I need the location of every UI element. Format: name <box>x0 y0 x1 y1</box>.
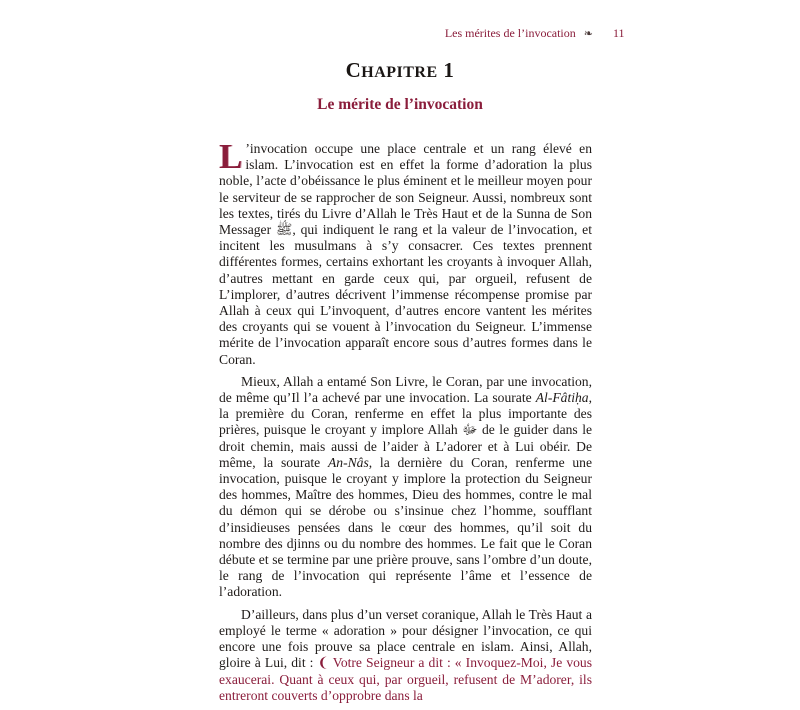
paragraph-2: Mieux, Allah a entamé Son Livre, le Coran, par une invocation, de même qu’Il l’a achevé par une invocation. La sourate Al-Fâtiḥa, la première du Coran, renferme en effet la plus importante des prières, puisque le croyant y implore Allah ﷻ de le guider dans le droit chemin, mais aussi de l’aider à L’adorer et à Lui obéir. De même, la sourate An-Nâs, la dernière du Coran, renferme une invocation, puisque le croyant y implore la protection du Seigneur des hommes, Maître des hommes, Dieu des hommes, contre le mal du démon qui se dérobe ou s’insinue chez l’homme, soufflant d’insidieuses pensées dans le cœur des hommes, qu’il soit du nombre des djinns ou du nombre des hommes. Le fait que le Coran débute et se termine par une prière prouve, sans l’ombre d’un doute, le rang de l’invocation qui représente l’âme et l’essence de l’adoration. <box>219 373 592 600</box>
quran-quote: ❨ Votre Seigneur a dit : « Invoquez-Moi, Je vous exaucerai. Quant à ceux qui, par orgueil, refusent de M’adorer, ils entreront couverts d’opprobre dans la <box>219 655 592 703</box>
page-number: 11 <box>613 26 625 40</box>
chapter-label: CHAPITRE 1 <box>345 58 455 82</box>
chapter-title: Le mérite de l’invocation <box>317 96 483 113</box>
drop-cap: L <box>219 137 243 176</box>
body-text <box>219 137 592 710</box>
paragraph-3: D’ailleurs, dans plus d’un verset coranique, Allah le Très Haut a employé le terme « adoration » pour désigner l’invocation, ce qui encore une fois prouve sa place centrale en islam. Ainsi, Allah, gloire à Lui, dit : ❨ Votre Seigneur a dit : « Invoquez-Moi, Je vous exaucerai. Quant à ceux qui, par orgueil, refusent de M’adorer, ils entreront couverts d’opprobre dans la <box>219 606 592 703</box>
paragraph-1: L ’invocation occupe une place centrale et un rang élevé en islam. L’invocation est en effet la forme d’adoration la plus noble, l’acte d’obéissance le plus éminent et le meilleur moyen pour le serviteur de se rapprocher de son Seigneur. Aussi, nombreux sont les textes, tirés du Livre d’Allah le Très Haut et de la Sunna de Son Messager ﷺ, qui indiquent le rang et la valeur de l’invocation, et incitent les musulmans à s’y consacrer. Ces textes prennent différentes formes, certains exhortant les croyants à invoquer Allah, d’autres mettant en garde ceux qui, par orgueil, refusent de L’implorer, d’autres décrivent l’immense récompense promise par Allah à ceux qui L’invoquent, d’autres encore vantent les mérites des croyants qui se vouent à l’invocation du Seigneur. L’immense mérite de l’invocation apparaît encore sous d’autres formes dans le Coran. <box>219 137 592 367</box>
fleuron-icon: ❧ <box>583 28 593 40</box>
running-header <box>444 26 625 41</box>
running-title: Les mérites de l’invocation <box>444 26 576 40</box>
surah-name: Al-Fâtiḥa <box>535 390 589 406</box>
surah-name: An-Nâs <box>327 454 369 470</box>
chapter-number: 1 <box>443 58 455 82</box>
